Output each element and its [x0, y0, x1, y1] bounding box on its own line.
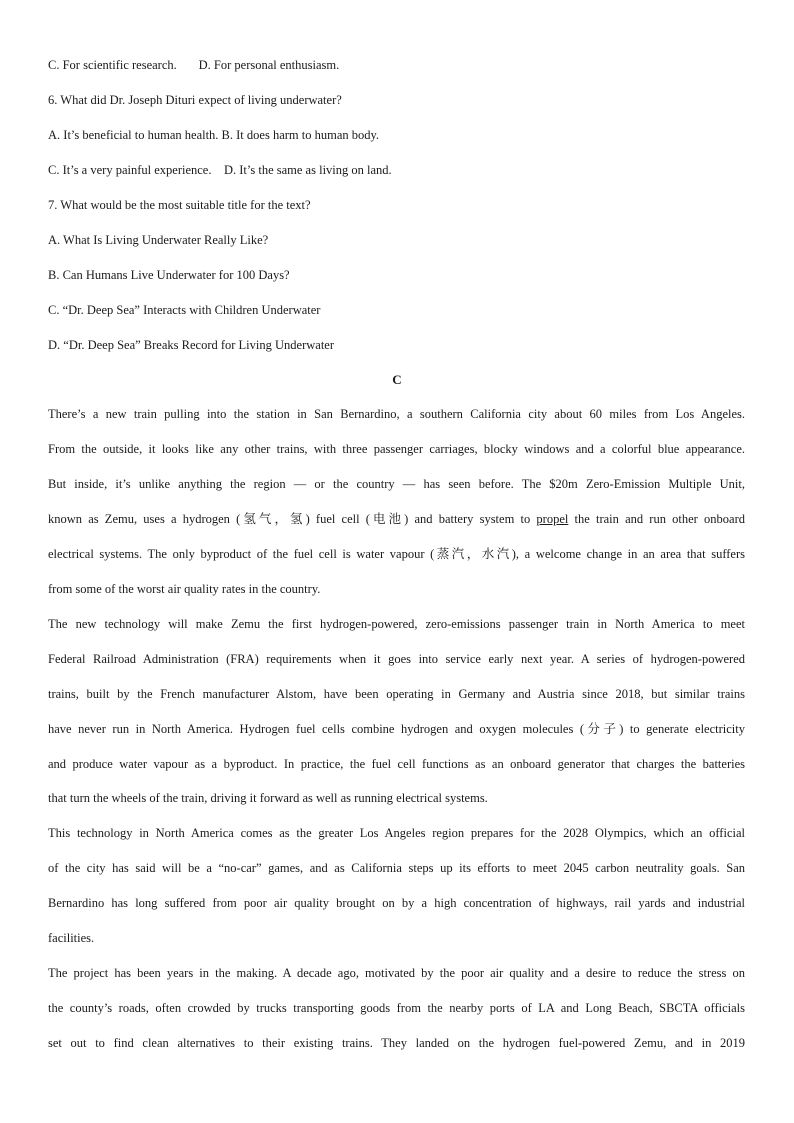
q6-options-cd: C. It’s a very painful experience. D. It’s the same as living on land. — [48, 163, 392, 177]
p2-line-5: and produce water vapour as a byproduct. In practice, the fuel cell functions as an onboard generator that charges the batteries — [48, 757, 745, 771]
p4-line-2: the county’s roads, often crowded by trucks transporting goods from the nearby ports of LA and Long Beach, SBCTA officials — [48, 1001, 745, 1015]
passage-heading: C — [392, 372, 402, 387]
p3-line-4: facilities. — [48, 931, 95, 945]
p1-line-4-before: known as Zemu, uses a hydrogen (氢气，氢) fuel cell (电池) and battery system to — [48, 512, 537, 526]
p1-line-6: from some of the worst air quality rates in the country. — [48, 582, 321, 596]
p2-line-1: The new technology will make Zemu the first hydrogen-powered, zero-emissions passenger train in North America to meet — [48, 617, 745, 631]
p3-line-3: Bernardino has long suffered from poor air quality brought on by a high concentration of highways, rail yards and industrial — [48, 896, 745, 910]
p1-line-1: There’s a new train pulling into the station in San Bernardino, a southern California city about 60 miles from Los Angeles. — [48, 407, 745, 421]
p2-line-2: Federal Railroad Administration (FRA) requirements when it goes into service early next year. A series of hydrogen-powered — [48, 652, 745, 666]
q5-options-cd: C. For scientific research. D. For personal enthusiasm. — [48, 58, 340, 72]
p4-line-3: set out to find clean alternatives to their existing trains. They landed on the hydrogen fuel-powered Zemu, and in 2019 — [48, 1036, 745, 1050]
q7-option-b: B. Can Humans Live Underwater for 100 Days? — [48, 268, 290, 282]
p2-line-6: that turn the wheels of the train, driving it forward as well as running electrical systems. — [48, 791, 488, 805]
p4-line-1: The project has been years in the making. A decade ago, motivated by the poor air quality and a desire to reduce the stress on — [48, 966, 745, 980]
vocab-word-propel: propel — [536, 512, 569, 526]
p3-line-1: This technology in North America comes as the greater Los Angeles region prepares for the 2028 Olympics, which an official — [48, 826, 745, 840]
p1-line-2: From the outside, it looks like any other trains, with three passenger carriages, blocky windows and a colorful blue appearance. — [48, 442, 745, 456]
q6-options-ab: A. It’s beneficial to human health. B. It does harm to human body. — [48, 128, 380, 142]
p1-line-4 — [48, 511, 745, 527]
q7-option-a: A. What Is Living Underwater Really Like? — [48, 233, 269, 247]
q6-question: 6. What did Dr. Joseph Dituri expect of living underwater? — [48, 93, 342, 107]
p1-line-5: electrical systems. The only byproduct of the fuel cell is water vapour (蒸汽，水汽), a welcome change in an area that suffers — [48, 547, 745, 561]
p2-line-3: trains, built by the French manufacturer Alstom, have been operating in Germany and Austria since 2018, but similar trains — [48, 687, 745, 701]
p1-line-3: But inside, it’s unlike anything the region — or the country — has seen before. The $20m Zero-Emission Multiple Unit, — [48, 477, 745, 491]
q7-option-d: D. “Dr. Deep Sea” Breaks Record for Living Underwater — [48, 338, 335, 352]
p1-line-4-after: the train and run other onboard — [568, 512, 745, 526]
p2-line-4: have never run in North America. Hydrogen fuel cells combine hydrogen and oxygen molecules (分子) to generate electricity — [48, 722, 745, 736]
q7-question: 7. What would be the most suitable title for the text? — [48, 198, 311, 212]
p3-line-2: of the city has said will be a “no-car” games, and as California steps up its efforts to meet 2045 carbon neutrality goals. San — [48, 861, 745, 875]
q7-option-c: C. “Dr. Deep Sea” Interacts with Children Underwater — [48, 303, 321, 317]
